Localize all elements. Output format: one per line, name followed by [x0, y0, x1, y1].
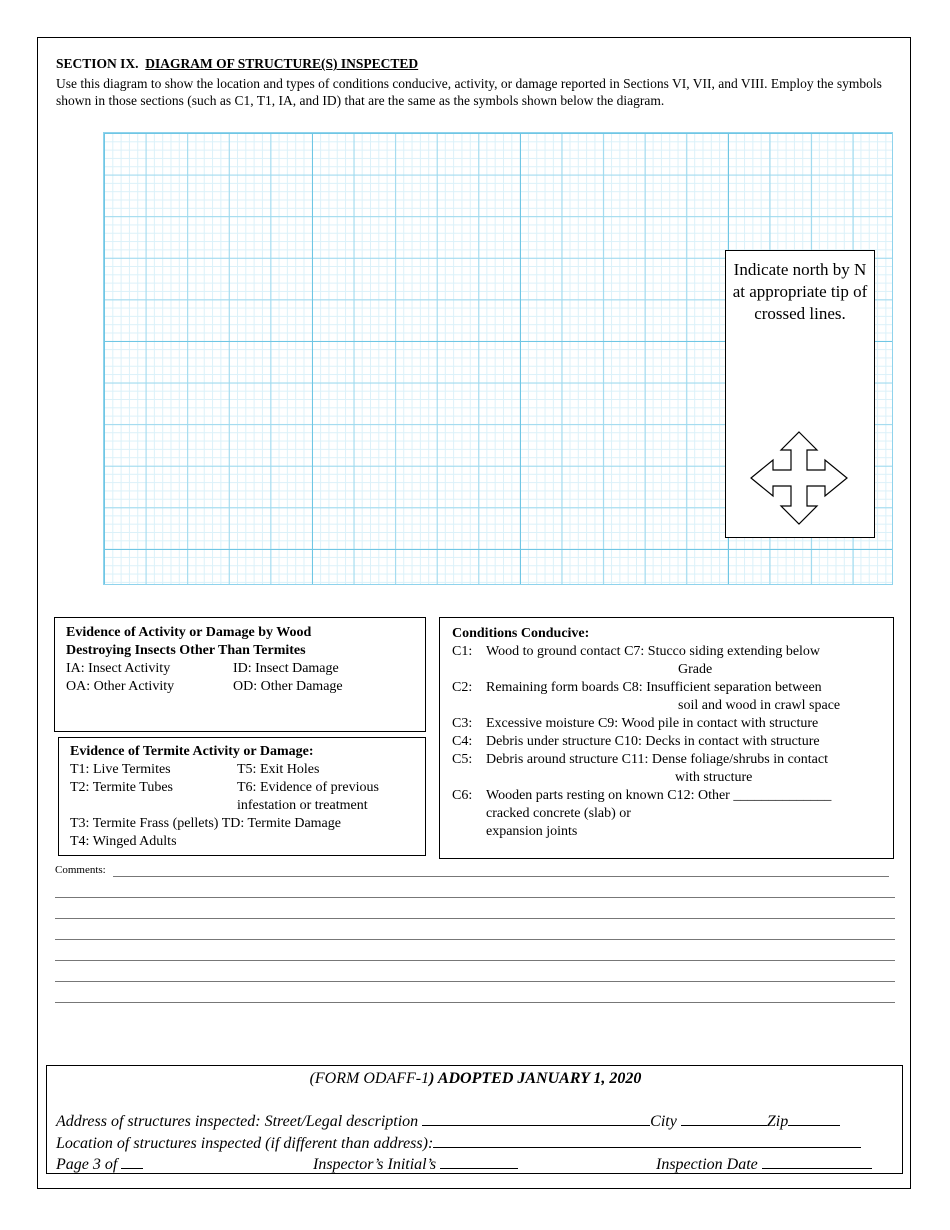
- condition-code: C3:: [452, 716, 473, 731]
- condition-text-cont: expansion joints: [486, 824, 578, 839]
- legend-item: OD: Other Damage: [233, 679, 343, 694]
- north-indicator-box: [725, 250, 875, 538]
- initials-field[interactable]: [440, 1153, 518, 1169]
- legend-item: T4: Winged Adults: [70, 834, 177, 849]
- form-adoption-title: [47, 1070, 904, 1088]
- condition-item: [452, 733, 885, 751]
- section-title: DIAGRAM OF STRUCTURE(S) INSPECTED: [145, 56, 419, 71]
- date-label: Inspection Date: [656, 1156, 758, 1173]
- legend-row: [70, 779, 425, 797]
- condition-text: Debris around structure C11: Dense foliage/shrubs in contact: [486, 752, 829, 767]
- legend-item: IA: Insect Activity: [66, 661, 171, 676]
- page-total-field[interactable]: [121, 1153, 143, 1169]
- legend-item: T2: Termite Tubes: [70, 780, 173, 795]
- condition-text: Wood to ground contact C7: Stucco siding extending below: [486, 644, 821, 659]
- comments-label: Comments:: [55, 864, 106, 876]
- legend-item: T3: Termite Frass (pellets) TD: Termite Damage: [70, 816, 341, 831]
- condition-code: C1:: [452, 644, 473, 659]
- condition-item: [452, 751, 885, 787]
- four-way-arrow-icon[interactable]: [746, 429, 852, 527]
- section-label: SECTION IX.: [56, 56, 139, 71]
- location-row: [56, 1132, 861, 1153]
- legend-row: [70, 797, 425, 815]
- initials-label: Inspector’s Initial’s: [313, 1156, 437, 1173]
- page-row: [56, 1153, 143, 1174]
- condition-text-cont: with structure: [675, 770, 753, 785]
- legend-item: T5: Exit Holes: [237, 762, 320, 777]
- condition-item: [452, 787, 885, 841]
- address-field[interactable]: [422, 1110, 650, 1126]
- condition-code: C2:: [452, 680, 473, 695]
- comment-line[interactable]: [55, 981, 895, 982]
- city-field[interactable]: [681, 1110, 767, 1126]
- form-id: (FORM ODAFF-1: [309, 1070, 430, 1087]
- other-insects-legend: [54, 617, 426, 732]
- form-footer: [46, 1065, 903, 1174]
- condition-item: [452, 715, 885, 733]
- inspection-date-field[interactable]: [762, 1153, 872, 1169]
- legend-item: ID: Insect Damage: [233, 661, 339, 676]
- initials-row: [313, 1153, 518, 1174]
- city-label: City: [650, 1113, 677, 1130]
- zip-label: Zip: [766, 1113, 789, 1130]
- comment-line[interactable]: [55, 939, 895, 940]
- termite-legend: [58, 737, 426, 856]
- conditions-conducive-legend: [439, 617, 894, 859]
- comment-line[interactable]: [55, 918, 895, 919]
- zip-field[interactable]: [788, 1110, 840, 1126]
- other-insects-title-2: Destroying Insects Other Than Termites: [66, 643, 306, 658]
- other-insects-title-1: Evidence of Activity or Damage by Wood: [66, 625, 312, 640]
- legend-row: [66, 660, 425, 678]
- condition-text: Debris under structure C10: Decks in contact with structure: [486, 734, 820, 749]
- comment-line[interactable]: [113, 876, 889, 877]
- conditions-title: Conditions Conducive:: [452, 626, 590, 641]
- condition-item: [452, 679, 885, 715]
- address-label: Address of structures inspected: Street/Legal description: [56, 1113, 419, 1130]
- legend-item: infestation or treatment: [237, 798, 368, 813]
- condition-code: C6:: [452, 788, 473, 803]
- address-row: [56, 1110, 840, 1131]
- condition-text-cont: cracked concrete (slab) or: [486, 806, 631, 821]
- legend-row: [70, 833, 425, 851]
- condition-text-cont: soil and wood in crawl space: [678, 698, 841, 713]
- location-label: Location of structures inspected (if different than address):: [56, 1135, 434, 1152]
- section-instructions: Use this diagram to show the location and types of conditions conducive, activity, or damage reported in Sections VI, VII, and VIII. Employ the symbols shown in those sections (such as C1, T1, IA, and ID) that are the same as the symbols shown below the diagram.: [56, 76, 882, 108]
- condition-text-cont: Grade: [678, 662, 713, 677]
- termite-legend-title: Evidence of Termite Activity or Damage:: [70, 744, 314, 759]
- condition-code: C4:: [452, 734, 473, 749]
- legend-row: [66, 678, 425, 696]
- comment-line[interactable]: [55, 897, 895, 898]
- condition-text: Remaining form boards C8: Insufficient separation between: [486, 680, 822, 695]
- legend-row: [70, 815, 425, 833]
- page-label: Page 3 of: [56, 1156, 118, 1173]
- date-row: [656, 1153, 872, 1174]
- comment-line[interactable]: [55, 1002, 895, 1003]
- legend-item: T6: Evidence of previous: [237, 780, 379, 795]
- north-instructions: Indicate north by N at appropriate tip of crossed lines.: [732, 260, 868, 323]
- condition-code: C5:: [452, 752, 473, 767]
- location-field[interactable]: [433, 1132, 861, 1148]
- condition-text: Excessive moisture C9: Wood pile in contact with structure: [486, 716, 819, 731]
- comment-line[interactable]: [55, 960, 895, 961]
- condition-item: [452, 643, 885, 679]
- legend-item: T1: Live Termites: [70, 762, 171, 777]
- section-heading: [56, 56, 418, 72]
- form-adopted-date: ) ADOPTED JANUARY 1, 2020: [429, 1070, 642, 1087]
- legend-item: OA: Other Activity: [66, 679, 175, 694]
- condition-text: Wooden parts resting on known C12: Other ______________: [486, 788, 832, 803]
- legend-row: [70, 761, 425, 779]
